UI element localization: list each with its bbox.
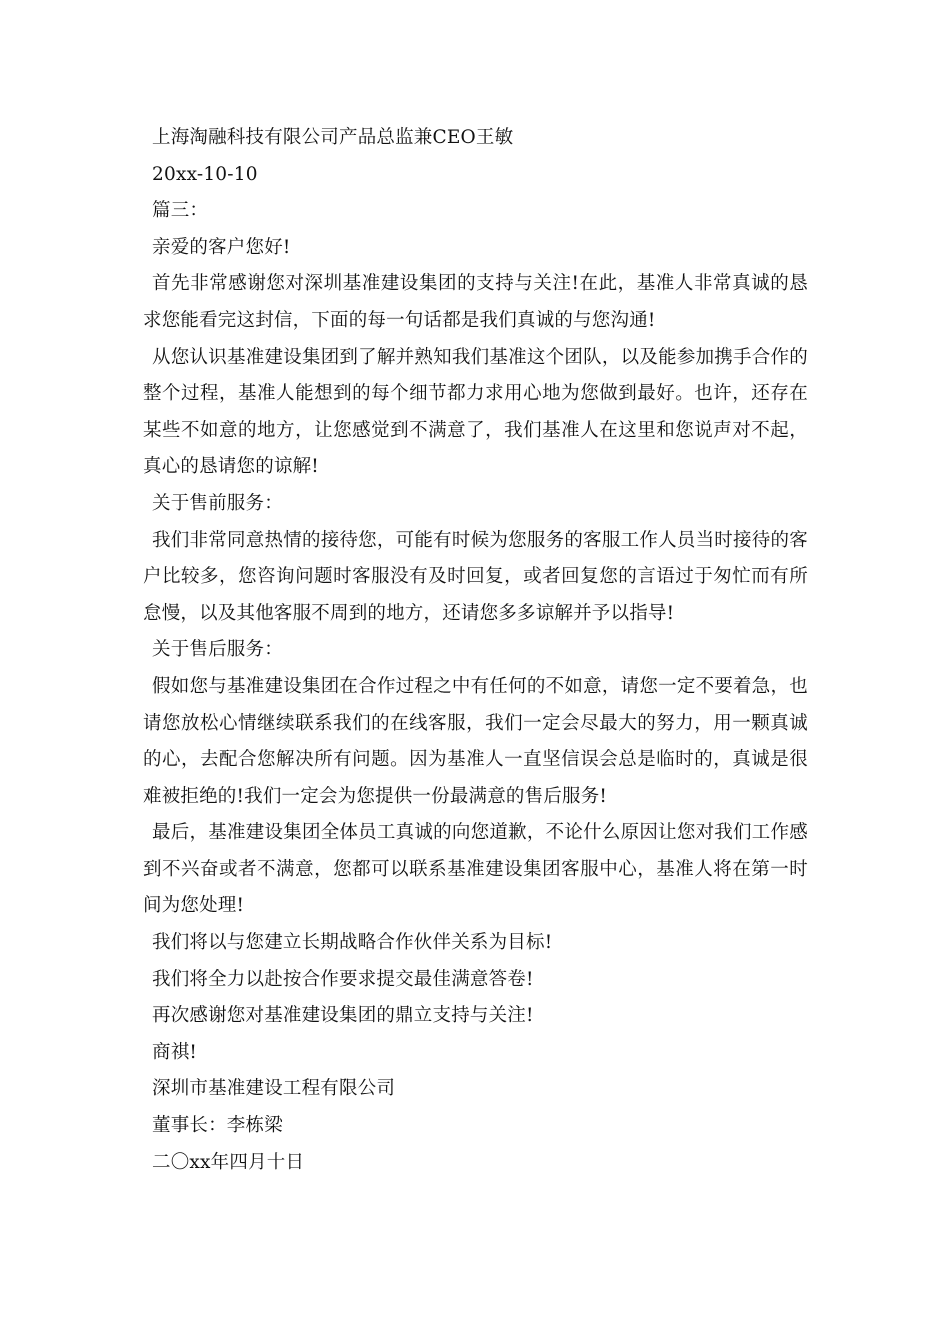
- paragraph-goal: 我们将以与您建立长期战略合作伙伴关系为目标!: [152, 932, 553, 954]
- salutation: 亲爱的客户您好!: [152, 236, 291, 258]
- paragraph-aftersale: 假如您与基准建设集团在合作过程之中有任何的不如意，请您一定不要着急，也请您放松心情继续联系我们的在线客服，我们一定会尽最大的努力，用一颗真诚的心，去配合您解决所有问题。因为基准人一直坚信误会总是临时的，真诚是很难被拒绝的!我们一定会为您提供一份最满意的售后服务!: [143, 675, 808, 807]
- closing-greeting: 商祺!: [152, 1041, 198, 1063]
- chairman-signature: 董事长：李栋梁: [152, 1115, 283, 1137]
- letter-date: 二〇xx年四月十日: [152, 1151, 305, 1173]
- paragraph-thanks: 再次感谢您对基准建设集团的鼎立支持与关注!: [152, 1005, 534, 1027]
- section-heading: 篇三：: [152, 200, 209, 222]
- paragraph-apology: 从您认识基准建设集团到了解并熟知我们基准这个团队，以及能参加携手合作的整个过程，基准人能想到的每个细节都力求用心地为您做到最好。也许，还存在某些不如意的地方，让您感觉到不满意了，我们基准人在这里和您说声对不起，真心的恳请您的谅解!: [143, 346, 808, 478]
- heading-aftersale: 关于售后服务：: [152, 639, 283, 661]
- paragraph-closing: 最后，基准建设集团全体员工真诚的向您道歉，不论什么原因让您对我们工作感到不兴奋或者不满意，您都可以联系基准建设集团客服中心，基准人将在第一时间为您处理!: [143, 822, 808, 917]
- paragraph-commitment: 我们将全力以赴按合作要求提交最佳满意答卷!: [152, 968, 534, 990]
- paragraph-presale: 我们非常同意热情的接待您，可能有时候为您服务的客服工作人员当时接待的客户比较多，您咨询问题时客服没有及时回复，或者回复您的言语过于匆忙而有所怠慢，以及其他客服不周到的地方，还请您多多谅解并予以指导!: [143, 529, 808, 624]
- heading-presale: 关于售前服务：: [152, 492, 283, 514]
- company-name: 深圳市基准建设工程有限公司: [152, 1078, 396, 1100]
- paragraph-intro: 首先非常感谢您对深圳基准建设集团的支持与关注!在此，基准人非常真诚的恳求您能看完这封信，下面的每一句话都是我们真诚的与您沟通!: [143, 273, 808, 331]
- date-previous-letter: 20xx-10-10: [152, 163, 258, 185]
- signature-previous-letter: 上海淘融科技有限公司产品总监兼CEO王敏: [152, 127, 514, 148]
- letter-body: [143, 120, 808, 1181]
